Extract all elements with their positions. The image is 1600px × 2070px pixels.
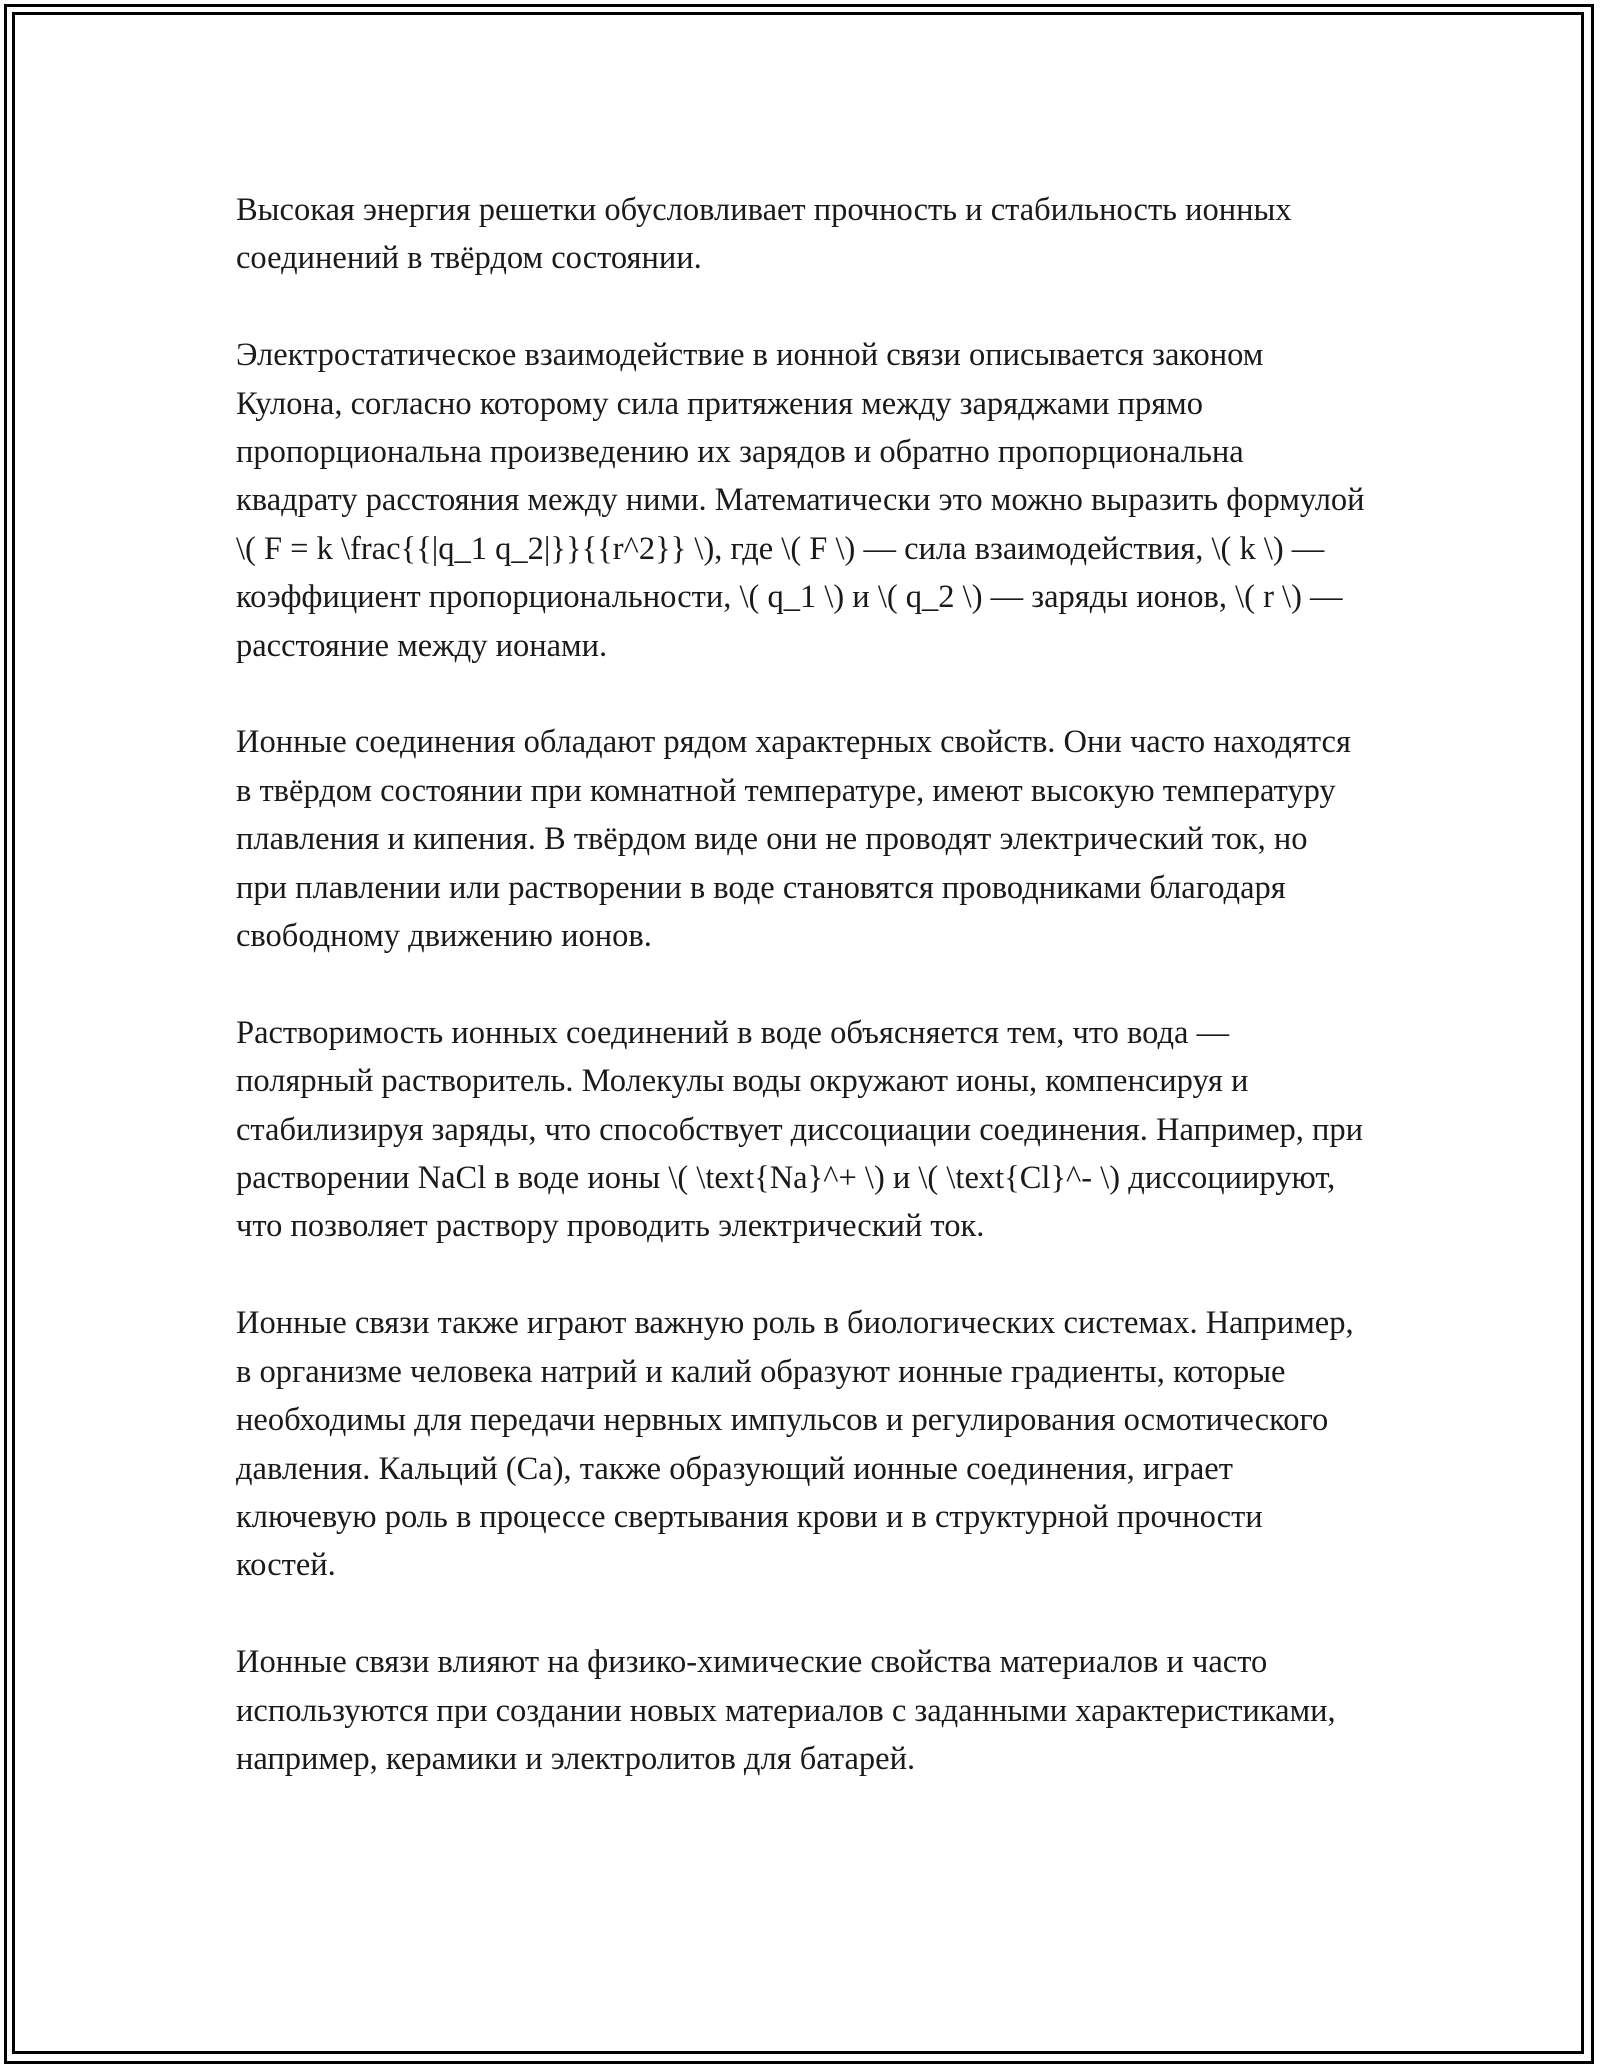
paragraph-biological-role: Ионные связи также играют важную роль в биологических системах. Например, в организме человека натрий и калий образуют ионные градиенты, которые необходимы для передачи нервных импульсов и регулирования осмотического давления. Кальций (Ca), также образующий ионные соединения, играет ключевую роль в процессе свертывания крови и в структурной прочности костей. bbox=[236, 1305, 1354, 1584]
paragraph-materials: Ионные связи влияют на физико-химические свойства материалов и часто используются при создании новых материалов с заданными характеристиками, например, керамики и электролитов для батарей. bbox=[236, 1644, 1336, 1777]
document-body bbox=[236, 186, 1366, 1832]
paragraph-solubility: Растворимость ионных соединений в воде объясняется тем, что вода — полярный растворитель. Молекулы воды окружают ионы, компенсируя и стабилизируя заряды, что способствует диссоциации соединения. Например, при растворении NaCl в воде ионы \( \text{Na}^+ \) и \( \text{Cl}^- \) диссоциируют, что позволяет раствору проводить электрический ток. bbox=[236, 1014, 1364, 1245]
paragraph-lattice-energy: Высокая энергия решетки обусловливает прочность и стабильность ионных соединений в твёрдом состоянии. bbox=[236, 192, 1292, 277]
paragraph-coulomb-law: Электростатическое взаимодействие в ионной связи описывается законом Кулона, согласно которому сила притяжения между заряджами прямо пропорциональна произведению их зарядов и обратно пропорциональна квадрату расстояния между ними. Математически это можно выразить формулой \( F = k \frac{{|q_1 q_2|}}{{r^2}} \), где \( F \) — сила взаимодействия, \( k \) — коэффициент пропорциональности, \( q_1 \) и \( q_2 \) — заряды ионов, \( r \) — расстояние между ионами. bbox=[236, 337, 1365, 664]
paragraph-ionic-properties: Ионные соединения обладают рядом характерных свойств. Они часто находятся в твёрдом состоянии при комнатной температуре, имеют высокую температуру плавления и кипения. В твёрдом виде они не проводят электрический ток, но при плавлении или растворении в воде становятся проводниками благодаря свободному движению ионов. bbox=[236, 724, 1351, 955]
